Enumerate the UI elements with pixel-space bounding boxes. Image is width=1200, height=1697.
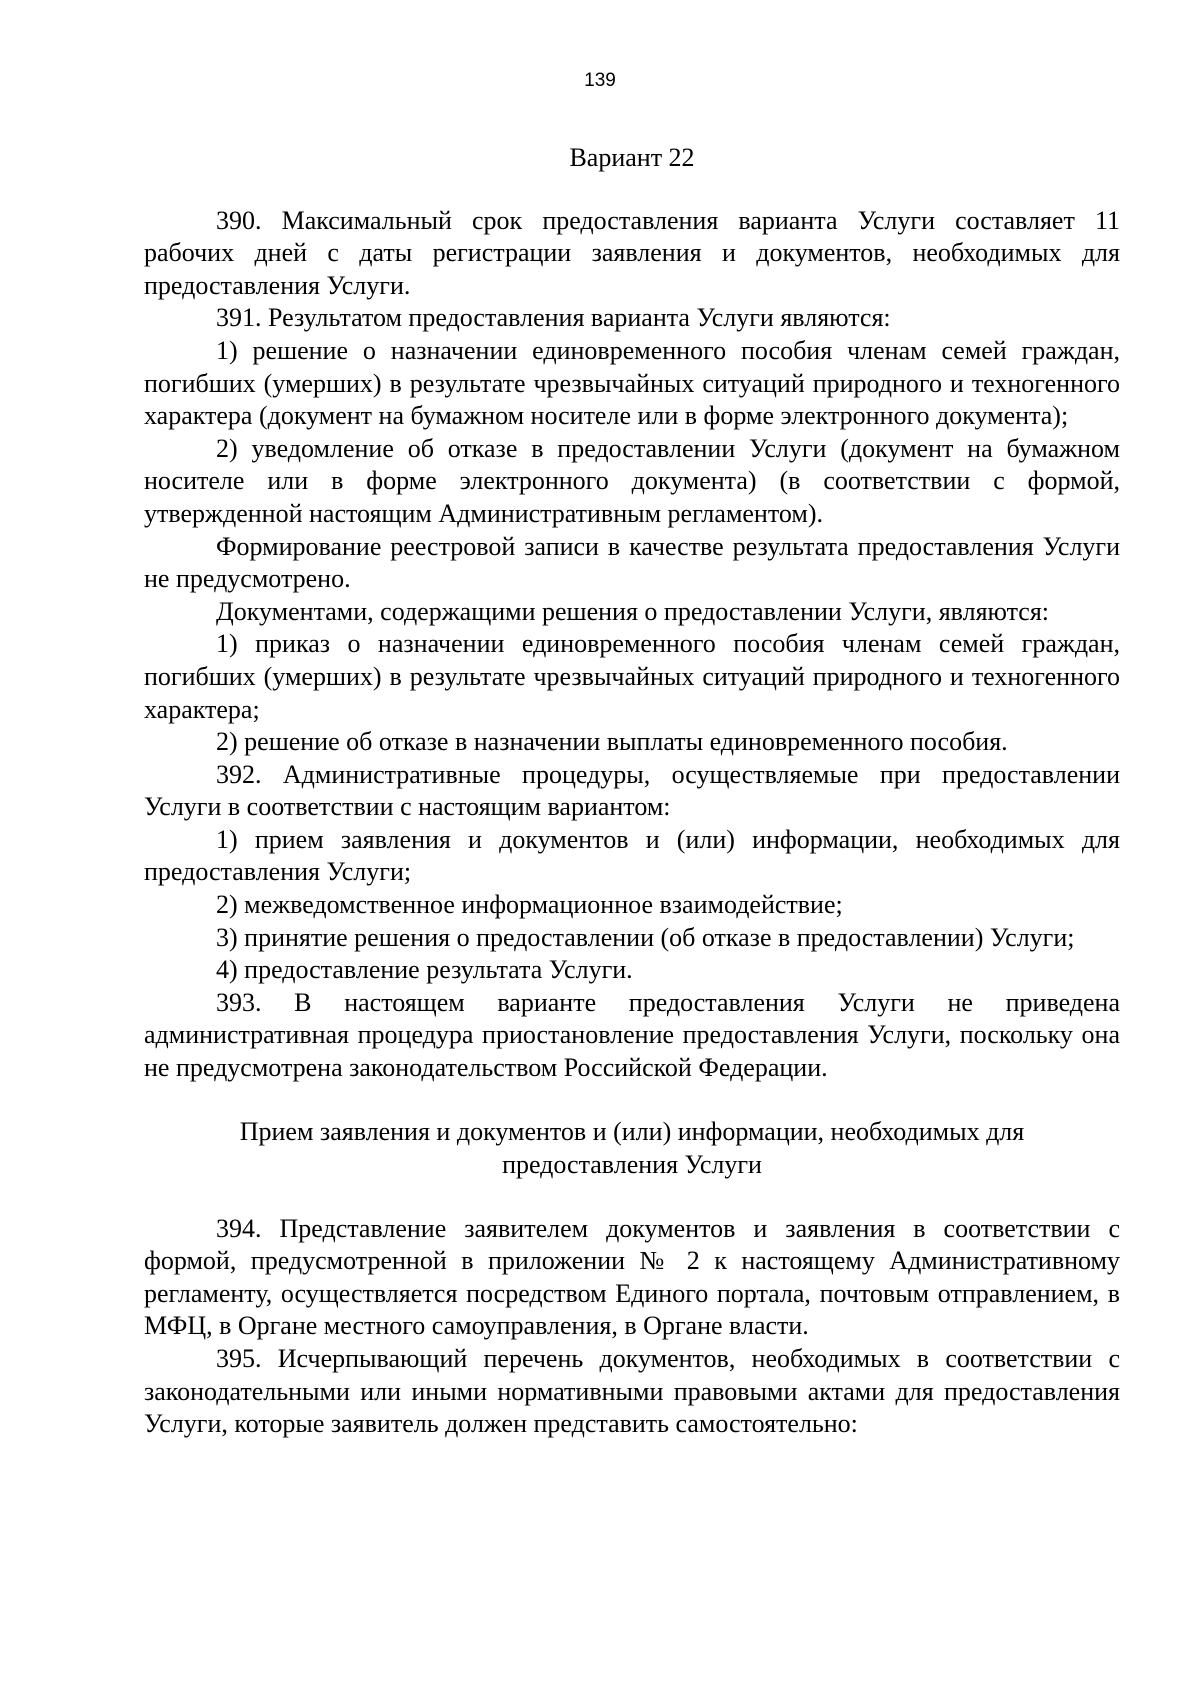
paragraph-decision-documents: Документами, содержащими решения о предоставлении Услуги, являются:: [216, 596, 1050, 626]
paragraph-registry-record: Формирование реестровой записи в качестве результата предоставления Услуги не предусмотрено.: [144, 531, 1120, 594]
section-heading-line-1: Прием заявления и документов и (или) информации, необходимых для: [239, 1116, 1025, 1146]
list-item-procedure-2: 2) межведомственное информационное взаимодействие;: [216, 890, 843, 920]
page-number: 139: [584, 70, 616, 91]
list-item-document-2: 2) решение об отказе в назначении выплаты единовременного пособия.: [216, 727, 1008, 757]
paragraph-392: 392. Административные процедуры, осуществляемые при предоставлении Услуги в соответствии с настоящим вариантом:: [144, 759, 1120, 822]
document-body: [144, 142, 1120, 1441]
paragraph-395: 395. Исчерпывающий перечень документов, необходимых в соответствии с законодательными или иными нормативными правовыми актами для предоставления Услуги, которые заявитель должен представить самостоятельно:: [144, 1344, 1120, 1439]
list-item-result-1: 1) решение о назначении единовременного пособия членам семей граждан, погибших (умерших) в результате чрезвычайных ситуаций природного и техногенного характера (документ на бумажном носителе или в форме электронного документа);: [144, 335, 1120, 431]
variant-title: Вариант 22: [569, 143, 695, 172]
list-item-procedure-4: 4) предоставление результата Услуги.: [216, 955, 633, 985]
section-heading: [144, 1115, 1120, 1181]
list-item-procedure-1: 1) прием заявления и документов и (или) информации, необходимых для предоставления Услуги;: [144, 824, 1120, 887]
list-item-result-2: 2) уведомление об отказе в предоставлении Услуги (документ на бумажном носителе или в форме электронного документа) (в соответствии с формой, утвержденной настоящим Административным регламентом).: [144, 433, 1120, 528]
paragraph-390: 390. Максимальный срок предоставления варианта Услуги составляет 11 рабочих дней с даты регистрации заявления и документов, необходимых для предоставления Услуги.: [144, 205, 1120, 300]
paragraph-391: 391. Результатом предоставления варианта Услуги являются:: [216, 303, 891, 333]
list-item-procedure-3: 3) принятие решения о предоставлении (об отказе в предоставлении) Услуги;: [216, 922, 1075, 952]
paragraph-394: 394. Представление заявителем документов и заявления в соответствии с формой, предусмотренной в приложении № 2 к настоящему Административному регламенту, осуществляется посредством Единого портала, почтовым отправлением, в МФЦ, в Органе местного самоуправления, в Органе власти.: [144, 1213, 1120, 1341]
paragraph-393: 393. В настоящем варианте предоставления Услуги не приведена административная процедура приостановление предоставления Услуги, поскольку она не предусмотрена законодательством Российской Федерации.: [144, 987, 1120, 1083]
section-heading-line-2: предоставления Услуги: [502, 1149, 762, 1179]
list-item-document-1: 1) приказ о назначении единовременного пособия членам семей граждан, погибших (умерших) в результате чрезвычайных ситуаций природного и техногенного характера;: [144, 629, 1120, 724]
